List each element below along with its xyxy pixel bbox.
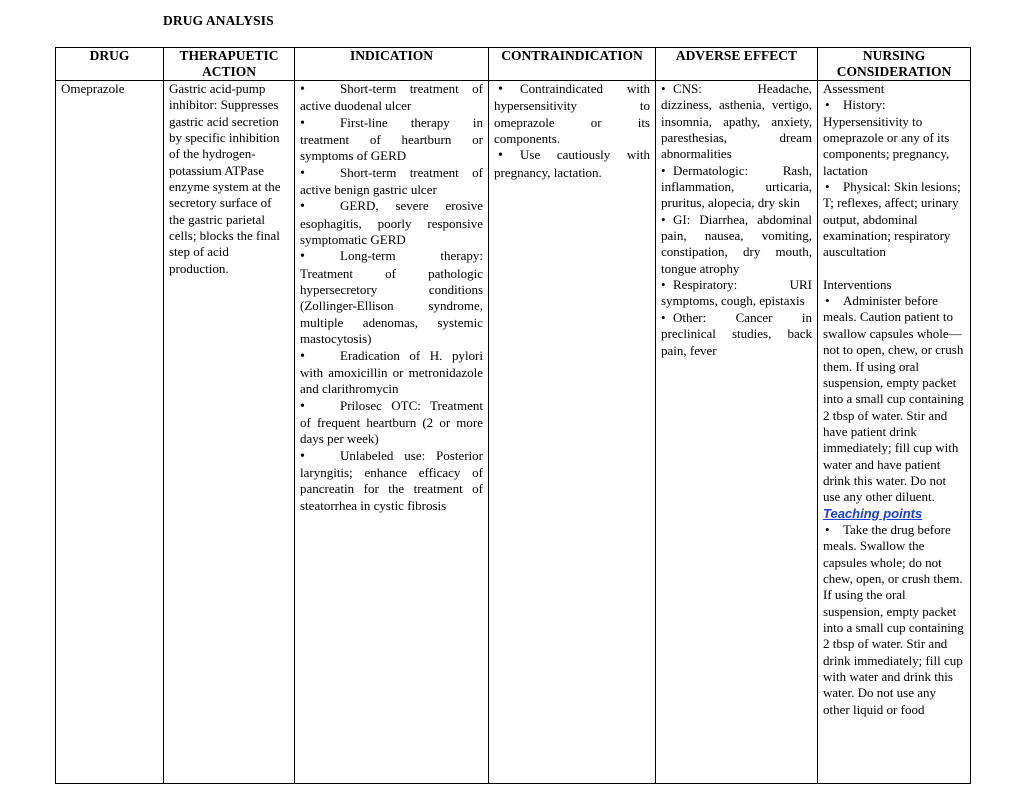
list-item: • Administer before meals. Caution patient to swallow capsules whole—not to open, chew, or crush them. If using oral suspension, empty packet into a small cup containing 2 tbsp of water. Stir and have patient drink immediately; fill cup with water and have patient drink this water. Do not use any other diluent. <box>823 293 964 505</box>
list-item: • Take the drug before meals. Swallow the capsules whole; do not chew, open, or crush them. If using the oral suspension, empty packet into a small cup containing 2 tbsp of water. Stir and drink immediately; fill cup with water and drink this water. Do not use any other liquid or food <box>823 521 964 717</box>
list-item: • Eradication of H. pylori with amoxicillin or metronidazole and clarithromycin <box>300 347 483 397</box>
bullet-icon: • <box>661 211 666 227</box>
cell-indication <box>295 81 489 784</box>
list-item: • Short-term treatment of active duodenal ulcer <box>300 81 483 114</box>
teaching-points-link: Teaching points <box>823 505 923 521</box>
bullet-icon: • <box>498 148 503 164</box>
bullet-icon: • <box>300 249 305 265</box>
bullet-icon: • <box>300 115 305 131</box>
list-item: • Short-term treatment of active benign gastric ulcer <box>300 164 483 198</box>
list-item: • Prilosec OTC: Treatment of frequent heartburn (2 or more days per week) <box>300 397 483 447</box>
list-item: • Use cautiously with pregnancy, lactation. <box>494 147 650 180</box>
table-row <box>56 81 971 784</box>
bullet-icon: • <box>661 309 666 325</box>
header-therapeutic-action: THERAPUETIC ACTION <box>164 48 295 81</box>
header-drug: DRUG <box>56 48 164 81</box>
interventions-heading: Interventions <box>823 276 892 292</box>
header-adverse-effect: ADVERSE EFFECT <box>656 48 818 81</box>
bullet-icon: • <box>825 179 830 195</box>
list-item: • History: Hypersensitivity to omeprazole or any of its components; pregnancy, lactation <box>823 97 950 178</box>
header-contraindication: CONTRAINDICATION <box>489 48 656 81</box>
list-item: • Other: Cancer in preclinical studies, back pain, fever <box>661 309 812 358</box>
table-header-row <box>56 48 971 81</box>
bullet-icon: • <box>300 165 305 181</box>
header-nursing-consideration: NURSING CONSIDERATION <box>818 48 971 81</box>
cell-adverse-effect <box>656 81 818 784</box>
document-title: DRUG ANALYSIS <box>163 13 274 28</box>
list-item: • Long-term therapy: Treatment of pathologic hypersecretory conditions (Zollinger-Ellison syndrome, multiple adenomas, systemic mastocytosis) <box>300 248 483 347</box>
bullet-icon: • <box>498 82 503 97</box>
teaching-points-heading <box>823 506 965 522</box>
list-item: • Respiratory: URI symptoms, cough, epistaxis <box>661 277 812 309</box>
cell-contraindication <box>489 81 656 784</box>
cell-drug-name: Omeprazole <box>56 81 164 784</box>
bullet-icon: • <box>300 448 305 464</box>
list-item: • Physical: Skin lesions; T; reflexes, affect; urinary output, abdominal examination; respiratory auscultation <box>823 179 961 260</box>
list-item: • Unlabeled use: Posterior laryngitis; enhance efficacy of pancreatin for the treatment of steatorrhea in cystic fibrosis <box>300 447 483 513</box>
list-item: • First-line therapy in treatment of heartburn or symptoms of GERD <box>300 114 483 164</box>
cell-nursing-consideration <box>818 81 971 784</box>
list-item: • CNS: Headache, dizziness, asthenia, vertigo, insomnia, apathy, anxiety, paresthesias, dream abnormalities <box>661 81 812 162</box>
cell-therapeutic-action: Gastric acid-pump inhibitor: Suppresses gastric acid secretion by specific inhibition of the hydrogen-potassium ATPase enzyme system at the secretory surface of the gastric parietal cells; blocks the final step of acid production. <box>164 81 295 784</box>
list-item: • Dermatologic: Rash, inflammation, urticaria, pruritus, alopecia, dry skin <box>661 162 812 211</box>
bullet-icon: • <box>300 199 305 215</box>
drug-analysis-table <box>55 47 971 784</box>
bullet-icon: • <box>825 521 830 537</box>
bullet-icon: • <box>300 398 305 414</box>
header-indication: INDICATION <box>295 48 489 81</box>
bullet-icon: • <box>661 277 666 293</box>
bullet-icon: • <box>300 348 305 364</box>
list-item: • GI: Diarrhea, abdominal pain, nausea, vomiting, constipation, dry mouth, tongue atrophy <box>661 211 812 276</box>
assessment-heading: Assessment <box>823 81 885 96</box>
bullet-icon: • <box>661 162 666 178</box>
bullet-icon: • <box>300 82 305 97</box>
bullet-icon: • <box>661 81 666 96</box>
bullet-icon: • <box>825 97 830 113</box>
list-item: • Contraindicated with hypersensitivity to omeprazole or its components. <box>494 81 650 147</box>
bullet-icon: • <box>825 293 830 309</box>
list-item: • GERD, severe erosive esophagitis, poorly responsive symptomatic GERD <box>300 198 483 248</box>
